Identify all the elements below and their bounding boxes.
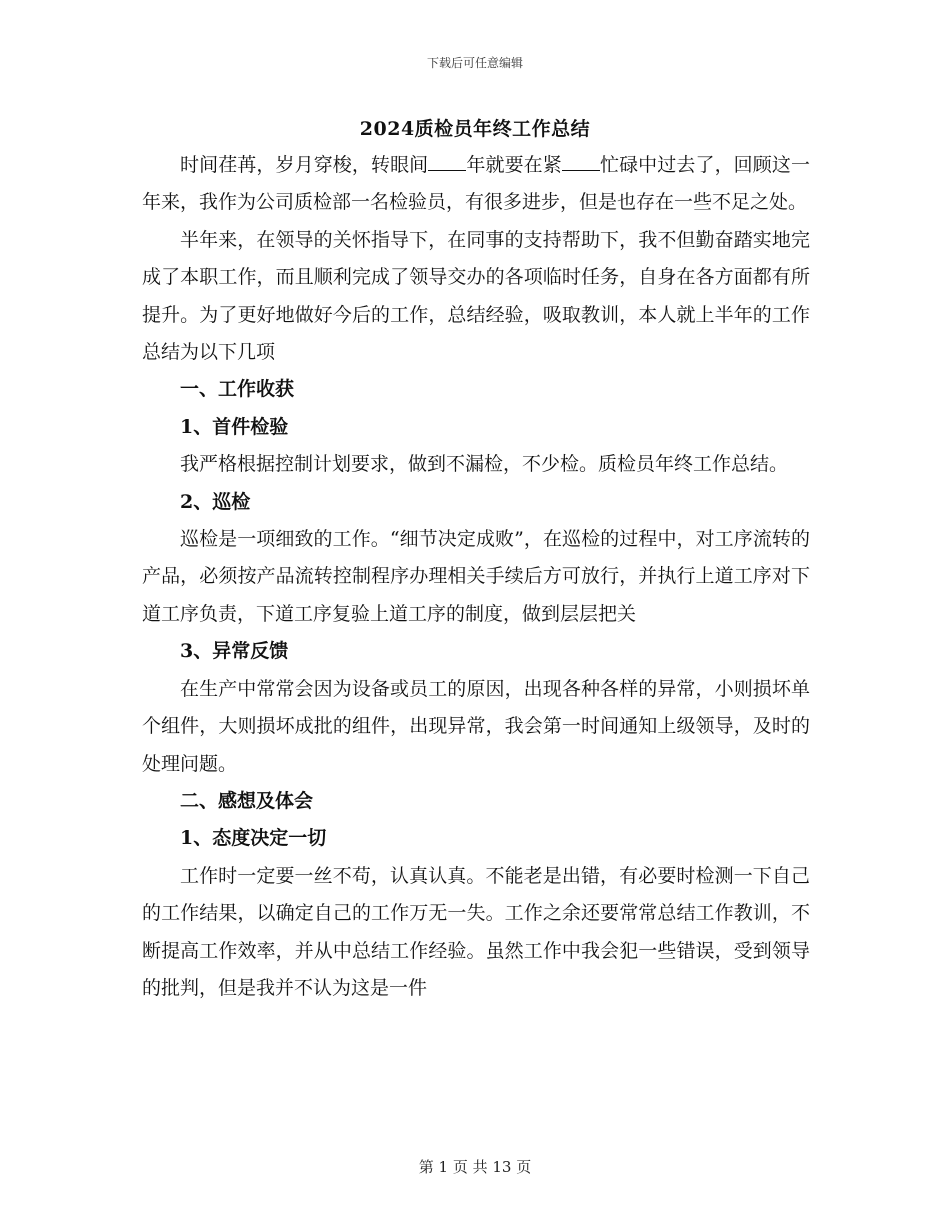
paragraph: 在生产中常常会因为设备或员工的原因，出现各种各样的异常，小则损坏单个组件，大则损坏成批的组件，出现异常，我会第一时间通知上级领导，及时的处理问题。	[142, 677, 810, 775]
header-note: 下载后可任意编辑	[426, 56, 523, 70]
paragraph: 工作时一定要一丝不苟，认真认真。不能老是出错，有必要时检测一下自己的工作结果，以确定自己的工作万无一失。工作之余还要常常总结工作教训，不断提高工作效率，并从中总结工作经验。虽然工作中我会犯一些错误，受到领导的批判，但是我并不认为这是一件	[142, 864, 810, 999]
paragraph-intro	[142, 147, 810, 222]
intro-text-part-3: 忙碌中过去了，回顾这一年来，我作为公司质检部一名检验员，有很多进步，但是也存在一些不足之处。	[142, 154, 810, 214]
paragraph: 巡检是一项细致的工作。“细节决定成败”，在巡检的过程中，对工序流转的产品，必须按产品流转控制程序办理相关手续后方可放行，并执行上道工序对下道工序负责，下道工序复验上道工序的制度，做到层层把关	[142, 528, 810, 625]
intro-text-part-2: 年就要在紧	[466, 154, 562, 176]
paragraph: 半年来，在领导的关怀指导下，在同事的支持帮助下，我不但勤奋踏实地完成了本职工作，而且顺利完成了领导交办的各项临时任务，自身在各方面都有所提升。为了更好地做好今后的工作，总结经验，吸取教训，本人就上半年的工作总结为以下几项	[142, 228, 810, 364]
subsection-heading: 3、异常反馈	[180, 640, 289, 663]
subsection-heading: 1、首件检验	[180, 415, 289, 438]
intro-text-part-1: 时间荏苒，岁月穿梭，转眼间	[180, 154, 429, 176]
subsection-heading: 2、巡检	[180, 490, 251, 513]
page-number-footer: 第 1 页 共 13 页	[418, 1158, 532, 1176]
section-heading-1: 一、工作收获	[180, 378, 295, 401]
subsection-heading: 1、态度决定一切	[180, 827, 327, 850]
document-title: 2024质检员年终工作总结	[359, 118, 591, 140]
paragraph: 我严格根据控制计划要求，做到不漏检，不少检。质检员年终工作总结。	[180, 453, 789, 476]
fill-in-blank	[428, 153, 466, 171]
section-heading-2: 二、感想及体会	[180, 789, 314, 812]
fill-in-blank	[562, 153, 600, 171]
document-body	[142, 147, 810, 1007]
